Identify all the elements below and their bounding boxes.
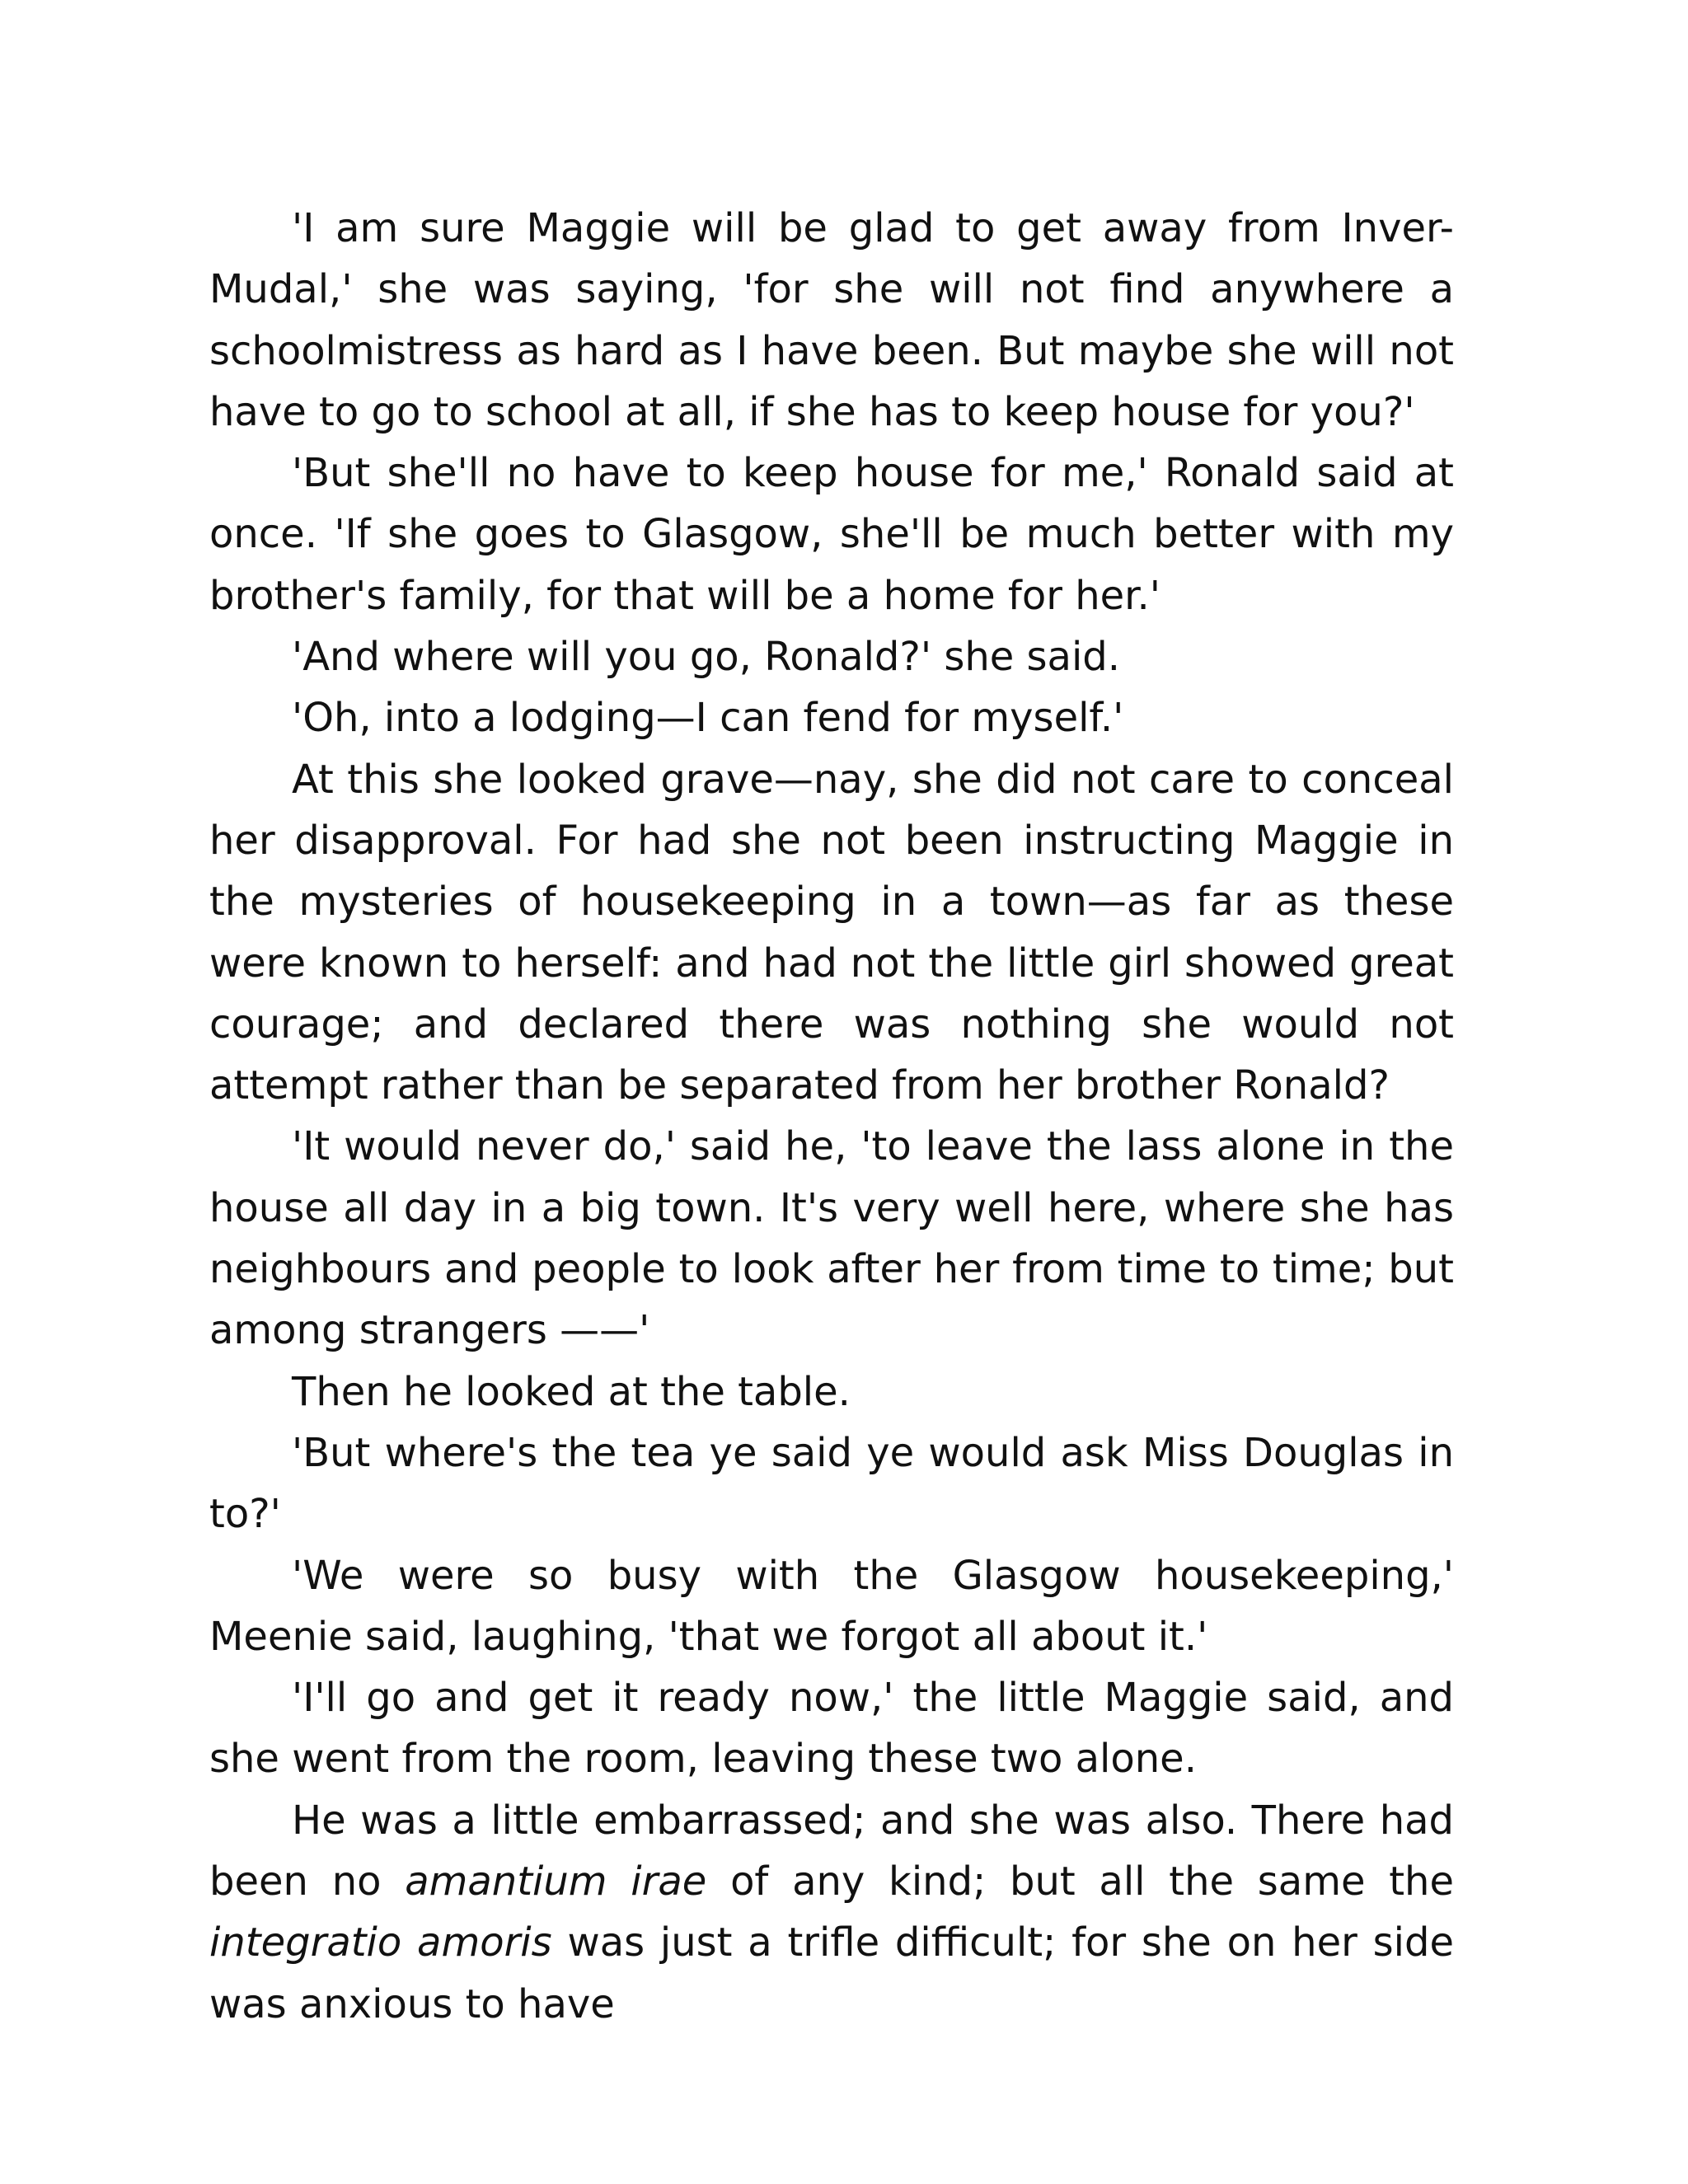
- italic-phrase: integratio amoris: [209, 1919, 552, 1966]
- text-run: of any kind; but all the same the: [706, 1858, 1454, 1905]
- paragraph: 'It would never do,' said he, 'to leave the lass alone in the house all day in a big town. It's very well here, where she has neighbours and people to look after her from time to time; but among strangers ——': [209, 1123, 1454, 1354]
- paragraph: 'Oh, into a lodging—I can fend for myself.': [292, 695, 1124, 742]
- paragraph: 'We were so busy with the Glasgow housekeeping,' Meenie said, laughing, 'that we forgot all about it.': [209, 1552, 1454, 1660]
- paragraph: At this she looked grave—nay, she did not care to conceal her disapproval. For had she not been instructing Maggie in the mysteries of housekeeping in a town—as far as these were known to herself: and had not the little girl showed great courage; and declared there was nothing she would not attempt rather than be separated from her brother Ronald?: [209, 756, 1454, 1109]
- paragraph: 'But she'll no have to keep house for me,' Ronald said at once. 'If she goes to Glasgow, she'll be much better with my brother's family, for that will be a home for her.': [209, 450, 1454, 619]
- paragraph: 'I am sure Maggie will be glad to get away from Inver-Mudal,' she was saying, 'for she will not find anywhere a schoolmistress as hard as I have been. But maybe she will not have to go to school at all, if she has to keep house for you?': [209, 205, 1454, 435]
- paragraph: Then he looked at the table.: [292, 1368, 851, 1415]
- paragraph-last: [209, 1790, 1454, 2035]
- paragraph: 'I'll go and get it ready now,' the little Maggie said, and she went from the room, leaving these two alone.: [209, 1675, 1454, 1783]
- body-text: [209, 198, 1454, 2035]
- italic-phrase: amantium irae: [405, 1858, 707, 1905]
- text-run: was just a trifle difficult; for she on her side was anxious to have: [209, 1919, 1455, 2027]
- paragraph: 'And where will you go, Ronald?' she said.: [292, 634, 1121, 681]
- text-run: He was a little embarrassed; and she was also. There had been no: [209, 1797, 1454, 1905]
- paragraph: 'But where's the tea ye said ye would ask Miss Douglas in to?': [209, 1429, 1454, 1538]
